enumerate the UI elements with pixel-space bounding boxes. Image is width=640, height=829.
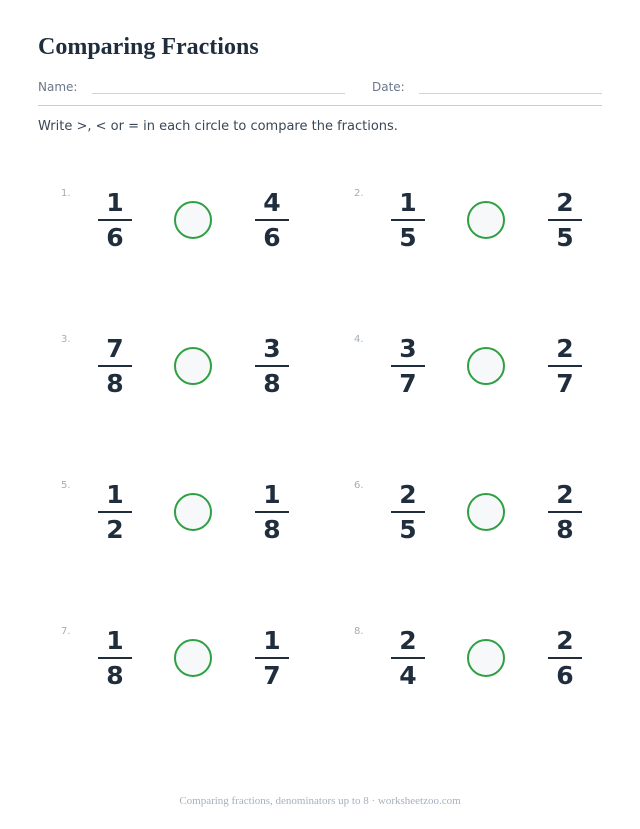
problem-number: 3. bbox=[61, 334, 71, 345]
fraction-bar bbox=[548, 511, 582, 513]
right-fraction bbox=[548, 188, 582, 253]
problem-number: 7. bbox=[61, 626, 71, 637]
denominator: 6 bbox=[106, 223, 124, 252]
denominator: 8 bbox=[106, 661, 124, 690]
problem-1 bbox=[61, 188, 351, 268]
denominator: 5 bbox=[399, 223, 417, 252]
problem-8 bbox=[354, 626, 640, 706]
numerator: 1 bbox=[263, 480, 281, 509]
numerator: 3 bbox=[263, 334, 281, 363]
answer-circle[interactable] bbox=[467, 639, 505, 677]
page-title: Comparing Fractions bbox=[38, 34, 259, 60]
left-fraction bbox=[98, 188, 132, 253]
left-fraction bbox=[391, 480, 425, 545]
numerator: 7 bbox=[106, 334, 124, 363]
left-fraction bbox=[98, 626, 132, 691]
date-field-line[interactable] bbox=[419, 93, 602, 94]
fraction-bar bbox=[548, 657, 582, 659]
fraction-bar bbox=[548, 365, 582, 367]
header-divider bbox=[38, 105, 602, 106]
right-fraction bbox=[255, 626, 289, 691]
right-fraction bbox=[548, 626, 582, 691]
problem-6 bbox=[354, 480, 640, 560]
answer-circle[interactable] bbox=[467, 493, 505, 531]
fraction-bar bbox=[391, 657, 425, 659]
problem-5 bbox=[61, 480, 351, 560]
problem-number: 1. bbox=[61, 188, 71, 199]
denominator: 5 bbox=[399, 515, 417, 544]
answer-circle[interactable] bbox=[174, 493, 212, 531]
date-label: Date: bbox=[372, 80, 405, 94]
fraction-bar bbox=[98, 219, 132, 221]
problem-4 bbox=[354, 334, 640, 414]
numerator: 3 bbox=[399, 334, 417, 363]
numerator: 2 bbox=[556, 334, 574, 363]
fraction-bar bbox=[391, 365, 425, 367]
problem-number: 4. bbox=[354, 334, 364, 345]
right-fraction bbox=[255, 334, 289, 399]
numerator: 2 bbox=[556, 480, 574, 509]
denominator: 8 bbox=[263, 369, 281, 398]
left-fraction bbox=[391, 626, 425, 691]
page-footer: Comparing fractions, denominators up to 8 · worksheetzoo.com bbox=[179, 795, 461, 807]
numerator: 1 bbox=[399, 188, 417, 217]
problem-7 bbox=[61, 626, 351, 706]
numerator: 4 bbox=[263, 188, 281, 217]
answer-circle[interactable] bbox=[174, 201, 212, 239]
problem-number: 5. bbox=[61, 480, 71, 491]
denominator: 4 bbox=[399, 661, 417, 690]
problem-3 bbox=[61, 334, 351, 414]
right-fraction bbox=[548, 480, 582, 545]
fraction-bar bbox=[98, 365, 132, 367]
problem-2 bbox=[354, 188, 640, 268]
right-fraction bbox=[255, 480, 289, 545]
left-fraction bbox=[391, 334, 425, 399]
fraction-bar bbox=[255, 511, 289, 513]
right-fraction bbox=[255, 188, 289, 253]
denominator: 8 bbox=[106, 369, 124, 398]
numerator: 2 bbox=[399, 480, 417, 509]
answer-circle[interactable] bbox=[174, 347, 212, 385]
fraction-bar bbox=[98, 657, 132, 659]
left-fraction bbox=[391, 188, 425, 253]
denominator: 8 bbox=[263, 515, 281, 544]
problem-number: 8. bbox=[354, 626, 364, 637]
numerator: 2 bbox=[556, 188, 574, 217]
fraction-bar bbox=[255, 657, 289, 659]
numerator: 1 bbox=[106, 480, 124, 509]
numerator: 1 bbox=[106, 626, 124, 655]
name-label: Name: bbox=[38, 80, 78, 94]
fraction-bar bbox=[391, 219, 425, 221]
denominator: 5 bbox=[556, 223, 574, 252]
problem-number: 2. bbox=[354, 188, 364, 199]
denominator: 7 bbox=[263, 661, 281, 690]
numerator: 1 bbox=[263, 626, 281, 655]
right-fraction bbox=[548, 334, 582, 399]
name-date-row bbox=[38, 80, 602, 100]
name-field-line[interactable] bbox=[92, 93, 345, 94]
denominator: 7 bbox=[556, 369, 574, 398]
denominator: 6 bbox=[263, 223, 281, 252]
answer-circle[interactable] bbox=[467, 201, 505, 239]
fraction-bar bbox=[98, 511, 132, 513]
numerator: 1 bbox=[106, 188, 124, 217]
denominator: 2 bbox=[106, 515, 124, 544]
instructions-text: Write >, < or = in each circle to compare the fractions. bbox=[38, 119, 398, 134]
fraction-bar bbox=[255, 219, 289, 221]
fraction-bar bbox=[391, 511, 425, 513]
numerator: 2 bbox=[556, 626, 574, 655]
answer-circle[interactable] bbox=[174, 639, 212, 677]
numerator: 2 bbox=[399, 626, 417, 655]
denominator: 7 bbox=[399, 369, 417, 398]
left-fraction bbox=[98, 480, 132, 545]
problem-number: 6. bbox=[354, 480, 364, 491]
denominator: 8 bbox=[556, 515, 574, 544]
fraction-bar bbox=[548, 219, 582, 221]
denominator: 6 bbox=[556, 661, 574, 690]
fraction-bar bbox=[255, 365, 289, 367]
answer-circle[interactable] bbox=[467, 347, 505, 385]
left-fraction bbox=[98, 334, 132, 399]
